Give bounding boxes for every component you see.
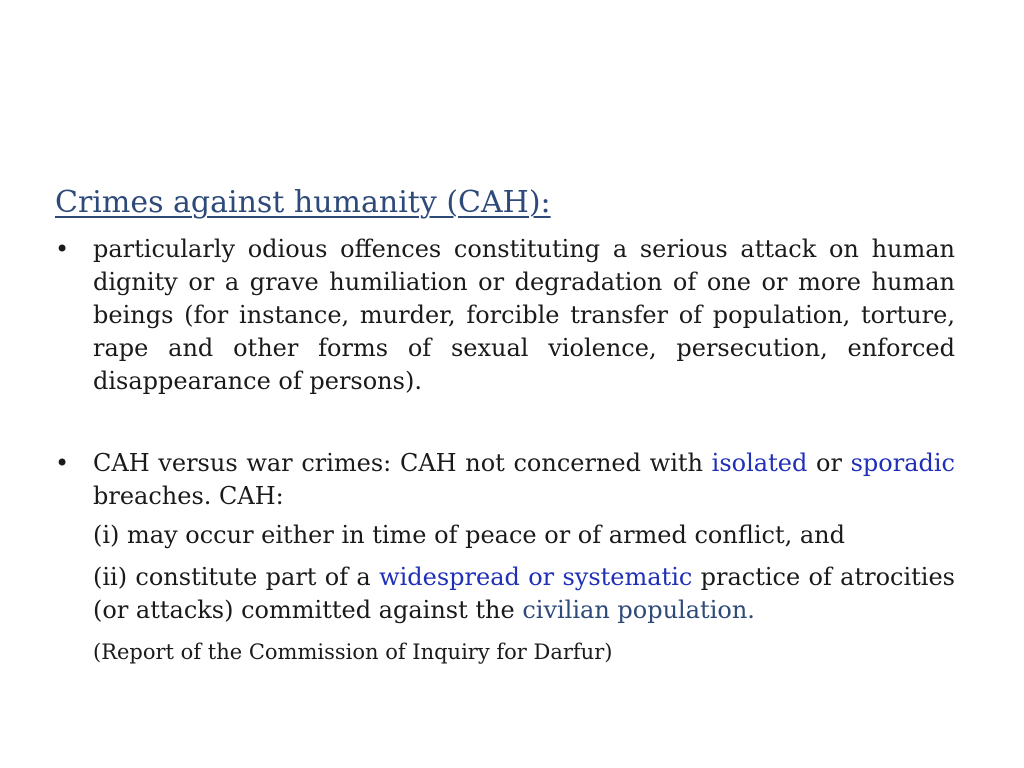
point-ii-part1: (ii) constitute part of a — [93, 563, 380, 591]
bullet2-part1: CAH versus war crimes: CAH not concerned with — [93, 449, 712, 477]
bullet-item-2 — [55, 447, 955, 513]
slide-heading: Crimes against humanity (CAH): — [55, 185, 551, 220]
bullet-marker: • — [55, 449, 70, 477]
point-ii-part2: practice of atrocities (or attacks) committed against the — [93, 563, 955, 624]
bullet2-part2: or — [807, 449, 851, 477]
bullet-item-1 — [55, 233, 955, 398]
highlight-widespread: widespread or systematic — [379, 563, 693, 591]
point-ii — [93, 561, 955, 627]
bullet-text-2 — [93, 447, 955, 513]
highlight-sporadic: sporadic — [850, 449, 955, 477]
bullet-marker: • — [55, 235, 70, 263]
highlight-civilian-population: civilian population. — [522, 596, 755, 624]
bullet2-part3: breaches. CAH: — [93, 482, 284, 510]
bullet-text-1: particularly odious offences constituting a serious attack on human dignity or a grave humiliation or degradation of one or more human beings (for instance, murder, forcible transfer of population, torture, rape and other forms of sexual violence, persecution, enforced disappearance of persons). — [93, 235, 955, 395]
point-i: (i) may occur either in time of peace or of armed conflict, and — [93, 521, 845, 549]
source-citation: (Report of the Commission of Inquiry for Darfur) — [93, 640, 613, 664]
highlight-isolated: isolated — [711, 449, 808, 477]
